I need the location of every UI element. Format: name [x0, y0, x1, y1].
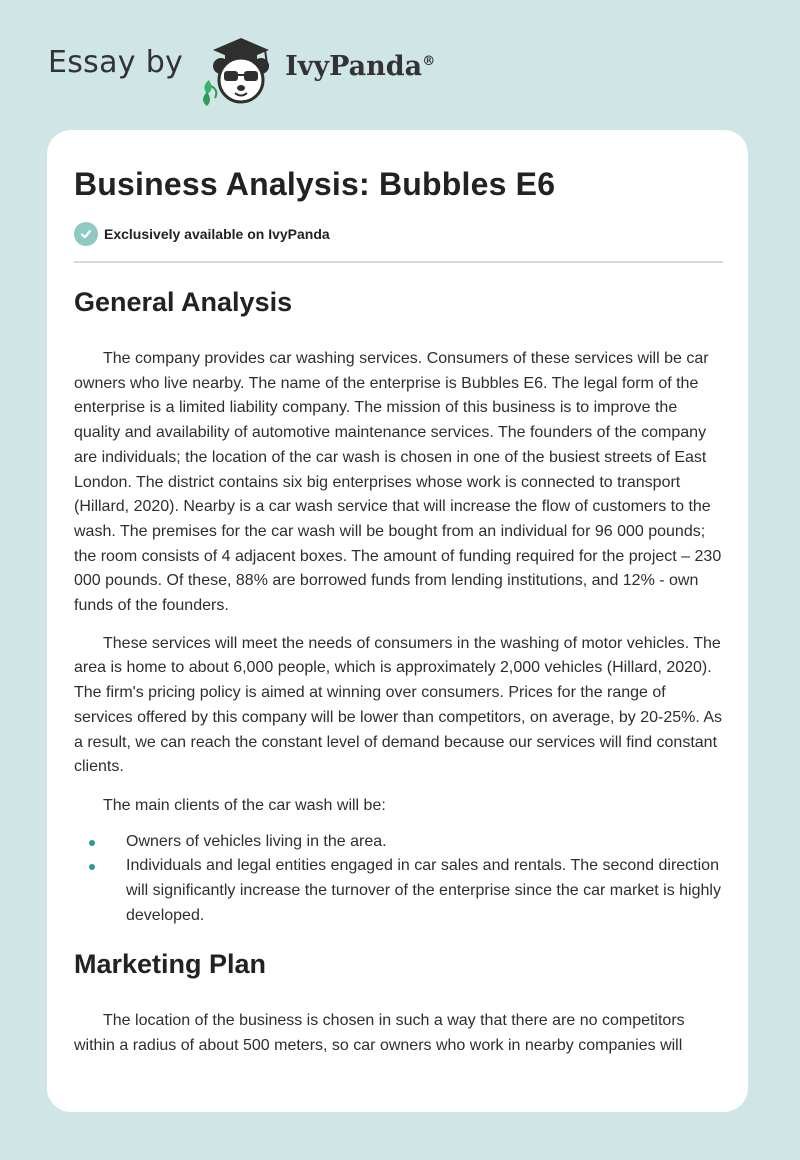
article-card: [47, 130, 748, 1112]
bullet-icon: [89, 864, 95, 870]
paragraph: These services will meet the needs of consumers in the washing of motor vehicles. The area is home to about 6,000 people, which is approximately 2,000 vehicles (Hillard, 2020). The firm's pricing policy is aimed at winning over consumers. Prices for the range of services offered by this company will be lower than competitors, on average, by 20-25%. As a result, we can reach the constant level of demand because our services will find constant clients.: [74, 634, 723, 776]
brand-name: IvyPanda®: [285, 50, 436, 82]
check-icon: [74, 222, 98, 246]
exclusive-label: Exclusively available on IvyPanda: [104, 226, 330, 242]
exclusive-notice: [74, 222, 330, 246]
paragraph: The main clients of the car wash will be:: [103, 796, 386, 814]
bullet-icon: [89, 840, 95, 846]
section-heading-general: General Analysis: [74, 287, 293, 317]
section-heading-marketing: Marketing Plan: [74, 949, 267, 980]
paragraph: The company provides car washing services. Consumers of these services will be car owners who live nearby. The name of the enterprise is Bubbles E6. The legal form of the enterprise is a limited liability company. The mission of this business is to improve the quality and availability of automotive maintenance services. The founders of the company are individuals; the location of the car wash is chosen in one of the busiest streets of East London. The district contains six big enterprises whose work is connected to transport (Hillard, 2020). Nearby is a car wash service that will increase the flow of customers to the wash. The premises for the car wash will be bought from an individual for 96 000 pounds; the room consists of 4 adjacent boxes. The amount of funding required for the project – 230 000 pounds. Of these, 88% are borrowed funds from lending institutions, and 12% - own funds of the founders.: [74, 350, 722, 615]
paragraph: The location of the business is chosen in such a way that there are no competitors within a radius of about 500 meters, so car owners who work in nearby companies will: [74, 1012, 685, 1055]
client-list: [74, 830, 724, 929]
article-content: [74, 284, 724, 1059]
ivypanda-logo-icon: [197, 30, 281, 110]
brand-prefix: Essay by: [48, 44, 184, 80]
list-item: Individuals and legal entities engaged in car sales and rentals. The second direction will significantly increase the turnover of the enterprise since the car market is highly developed.: [74, 854, 724, 928]
page-title: Business Analysis: Bubbles E6: [74, 166, 556, 202]
list-item: Owners of vehicles living in the area.: [74, 830, 724, 855]
registered-mark: ®: [422, 53, 436, 69]
brand-header: [48, 30, 508, 110]
divider: [74, 261, 723, 263]
